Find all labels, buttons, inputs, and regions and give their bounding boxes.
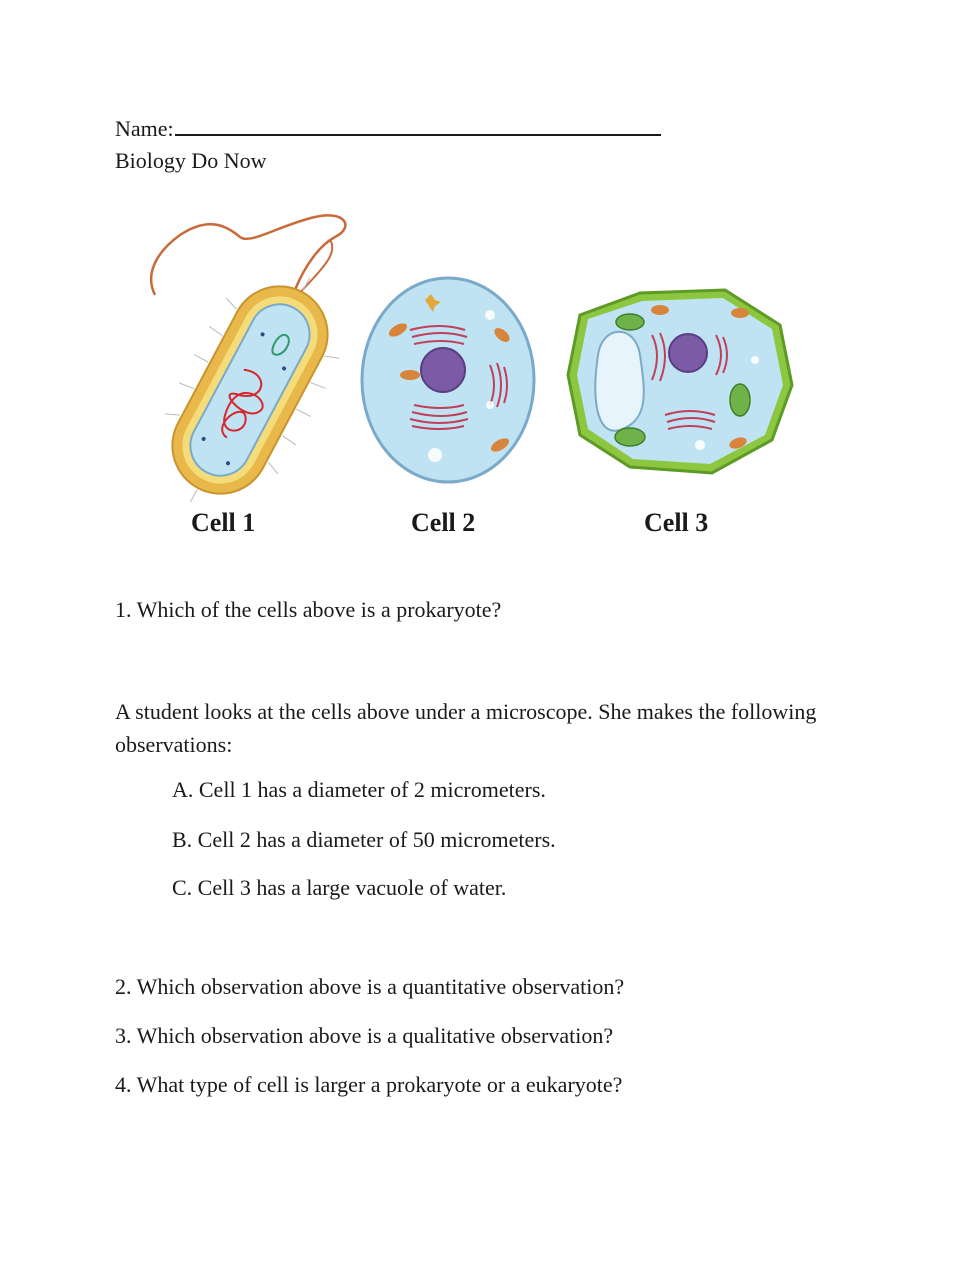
cell-1-label: Cell 1: [191, 508, 256, 537]
animal-cell-illustration: [362, 278, 534, 482]
page-subtitle: Biology Do Now: [115, 148, 267, 173]
chloroplast: [616, 314, 644, 330]
nucleus: [421, 348, 465, 392]
question-3: 3. Which observation above is a qualitative observation?: [115, 1023, 614, 1048]
chloroplast: [730, 384, 750, 416]
name-label: Name:: [115, 116, 174, 141]
observation-intro: A student looks at the cells above under a microscope. She makes the following observations:: [115, 699, 817, 757]
chloroplast: [615, 428, 645, 446]
mitochondrion: [400, 370, 420, 380]
observation-b: B. Cell 2 has a diameter of 50 micrometers.: [172, 827, 556, 852]
observation-a: A. Cell 1 has a diameter of 2 micrometers.: [172, 777, 546, 802]
question-1: 1. Which of the cells above is a prokaryote?: [115, 597, 502, 622]
name-field: [115, 114, 661, 142]
bacterium-cell-illustration: [140, 215, 368, 505]
mitochondrion: [651, 305, 669, 315]
cell-2-label: Cell 2: [411, 508, 476, 537]
question-2: 2. Which observation above is a quantitative observation?: [115, 974, 625, 999]
observation-c: C. Cell 3 has a large vacuole of water.: [172, 875, 507, 900]
cell-illustrations: [140, 205, 800, 505]
plant-cell-illustration: [568, 290, 792, 473]
flagellum: [300, 240, 332, 293]
question-4: 4. What type of cell is larger a prokaryote or a eukaryote?: [115, 1072, 623, 1097]
vacuole: [595, 332, 643, 431]
name-blank-line[interactable]: [175, 114, 661, 136]
cell-3-label: Cell 3: [644, 508, 709, 537]
nucleus: [669, 334, 707, 372]
flagellum: [151, 215, 345, 295]
mitochondrion: [731, 308, 749, 318]
